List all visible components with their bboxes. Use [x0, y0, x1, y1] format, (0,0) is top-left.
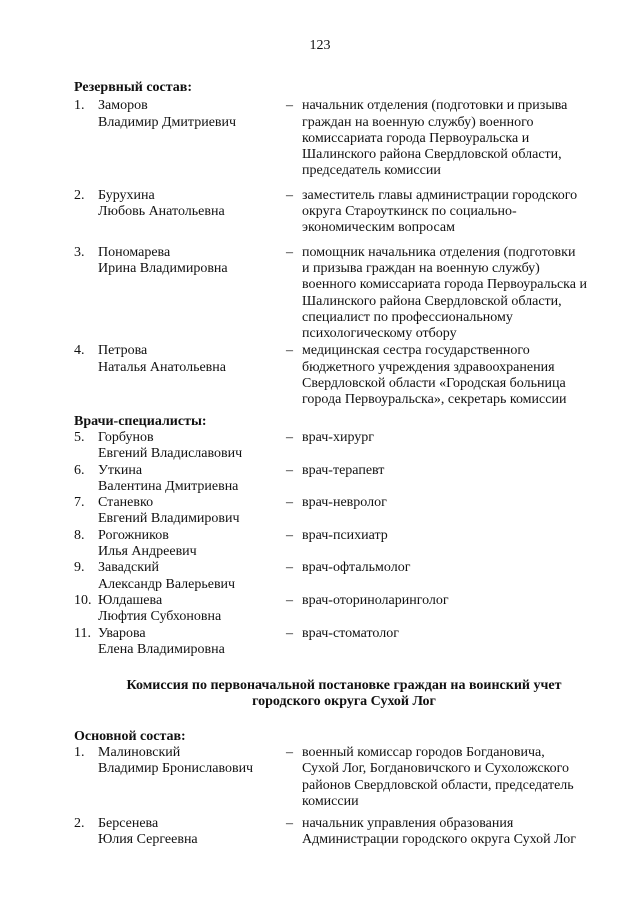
list-item	[74, 98, 614, 179]
desc-line: Шалинского района Свердловской области,	[302, 293, 562, 309]
list-item	[74, 245, 614, 343]
entry-number: 4.	[74, 343, 85, 359]
page-number: 123	[309, 38, 331, 53]
entry-name	[98, 495, 286, 528]
given-names: Елена Владимировна	[98, 641, 225, 657]
entry-number: 6.	[74, 462, 85, 478]
desc-line: Администрации городского округа Сухой Лог	[302, 832, 576, 848]
surname: Петрова	[98, 343, 148, 359]
entry-name	[98, 98, 286, 179]
dash: –	[286, 816, 293, 832]
entry-description	[302, 816, 614, 849]
list-item	[74, 816, 614, 849]
entry-number: 1.	[74, 744, 85, 760]
entry-description: врач-невролог	[302, 495, 387, 511]
entry-number: 1.	[74, 98, 85, 114]
given-names: Владимир Брониславович	[98, 761, 254, 777]
entry-name	[98, 745, 286, 810]
list-item	[74, 430, 614, 463]
given-names: Любовь Анатольевна	[98, 204, 225, 220]
entry-description	[302, 98, 614, 179]
desc-line: психологическому отбору	[302, 326, 457, 342]
list-item	[74, 626, 614, 659]
dash: –	[286, 429, 293, 445]
desc-line: районов Свердловской области, председатель	[302, 777, 574, 793]
entry-name	[98, 245, 286, 343]
entry-description: врач-хирург	[302, 429, 375, 445]
dash: –	[286, 343, 293, 359]
dash: –	[286, 592, 293, 608]
desc-line: Свердловской области «Городская больница	[302, 376, 566, 392]
entry-description	[302, 745, 614, 810]
entry-name	[98, 560, 286, 593]
desc-line: специалист по профессиональному	[302, 309, 513, 325]
surname: Юлдашева	[98, 592, 163, 608]
list-item	[74, 343, 614, 408]
desc-line: и призыва граждан на военную службу)	[302, 260, 540, 276]
entry-description	[302, 245, 614, 343]
entry-name	[98, 816, 286, 849]
desc-line: заместитель главы администрации городского	[302, 187, 578, 203]
entry-name	[98, 343, 286, 408]
commission-title-line: городского округа Сухой Лог	[252, 694, 436, 710]
desc-line: начальник отделения (подготовки и призыва	[302, 98, 568, 114]
list-item	[74, 528, 614, 561]
desc-line: граждан на военную службу) военного	[302, 114, 534, 130]
given-names: Ирина Владимировна	[98, 260, 228, 276]
reserve-heading: Резервный состав:	[74, 80, 193, 95]
main-heading: Основной состав:	[74, 728, 186, 744]
entry-number: 3.	[74, 244, 85, 260]
given-names: Евгений Владимирович	[98, 511, 240, 527]
dash: –	[286, 98, 293, 114]
desc-line: бюджетного учреждения здравоохранения	[302, 359, 555, 375]
desc-line: председатель комиссии	[302, 163, 441, 179]
given-names: Александр Валерьевич	[98, 576, 236, 592]
desc-line: округа Староуткинск по социально-	[302, 204, 517, 220]
surname: Малиновский	[98, 744, 181, 760]
desc-line: военный комиссар городов Богдановича,	[302, 744, 545, 760]
entry-name	[98, 528, 286, 561]
dash: –	[286, 495, 293, 511]
list-item	[74, 745, 614, 810]
desc-line: комиссариата города Первоуральска и	[302, 130, 530, 146]
desc-line: начальник управления образования	[302, 816, 514, 832]
document-body	[74, 80, 614, 849]
entry-name	[98, 626, 286, 659]
entry-description: врач-оториноларинголог	[302, 592, 449, 608]
doctors-heading: Врачи-специалисты:	[74, 413, 207, 429]
desc-line: города Первоуральска», секретарь комиссии	[302, 392, 567, 408]
surname: Заморов	[98, 98, 148, 114]
entry-name	[98, 463, 286, 496]
surname: Уткина	[98, 462, 143, 478]
list-item	[74, 593, 614, 626]
surname: Берсенева	[98, 816, 159, 832]
surname: Завадский	[98, 560, 159, 576]
given-names: Валентина Дмитриевна	[98, 478, 239, 494]
surname: Горбунов	[98, 429, 154, 445]
entry-number: 2.	[74, 187, 85, 203]
surname: Уварова	[98, 625, 146, 641]
entry-number: 10.	[74, 592, 92, 608]
entry-description: врач-офтальмолог	[302, 560, 411, 576]
dash: –	[286, 527, 293, 543]
given-names: Илья Андреевич	[98, 544, 197, 560]
dash: –	[286, 744, 293, 760]
dash: –	[286, 187, 293, 203]
list-item	[74, 188, 614, 237]
commission-title	[74, 678, 614, 711]
entry-description: врач-психиатр	[302, 527, 388, 543]
entry-number: 11.	[74, 625, 91, 641]
given-names: Юлия Сергеевна	[98, 832, 198, 848]
given-names: Евгений Владиславович	[98, 446, 243, 462]
desc-line: экономическим вопросам	[302, 220, 455, 236]
list-item	[74, 560, 614, 593]
commission-title-line: Комиссия по первоначальной постановке граждан на воинский учет	[126, 678, 562, 694]
desc-line: Шалинского района Свердловской области,	[302, 147, 562, 163]
entry-description	[302, 188, 614, 237]
surname: Пономарева	[98, 244, 171, 260]
given-names: Люфтия Субхоновна	[98, 609, 222, 625]
entry-number: 5.	[74, 429, 85, 445]
entry-name	[98, 593, 286, 626]
entry-description: врач-терапевт	[302, 462, 385, 478]
dash: –	[286, 625, 293, 641]
entry-number: 2.	[74, 816, 85, 832]
dash: –	[286, 560, 293, 576]
entry-name	[98, 188, 286, 237]
surname: Бурухина	[98, 187, 155, 203]
entry-name	[98, 430, 286, 463]
entry-number: 8.	[74, 527, 85, 543]
dash: –	[286, 244, 293, 260]
surname: Станевко	[98, 495, 154, 511]
entry-description	[302, 343, 614, 408]
desc-line: комиссии	[302, 793, 359, 809]
list-item	[74, 463, 614, 496]
surname: Рогожников	[98, 527, 169, 543]
given-names: Наталья Анатольевна	[98, 359, 227, 375]
entry-number: 7.	[74, 495, 85, 511]
desc-line: медицинская сестра государственного	[302, 343, 530, 359]
desc-line: военного комиссариата города Первоуральска и	[302, 277, 587, 293]
list-item	[74, 495, 614, 528]
dash: –	[286, 462, 293, 478]
entry-description: врач-стоматолог	[302, 625, 399, 641]
given-names: Владимир Дмитриевич	[98, 114, 237, 130]
entry-number: 9.	[74, 560, 85, 576]
desc-line: помощник начальника отделения (подготовки	[302, 244, 576, 260]
desc-line: Сухой Лог, Богдановичского и Сухоложского	[302, 761, 570, 777]
